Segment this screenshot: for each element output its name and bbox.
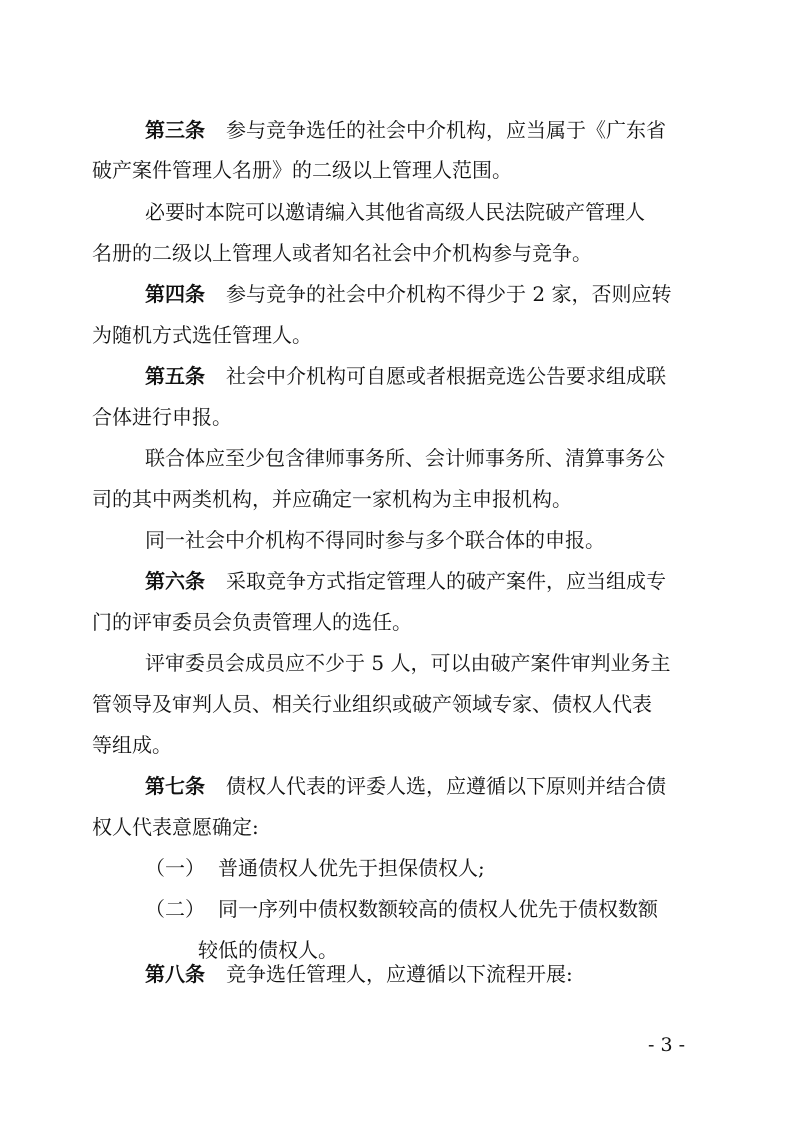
article5-para3-text-1: 同一社会中介机构不得同时参与多个联合体的申报。 — [145, 528, 605, 552]
article5-para2-text-1: 联合体应至少包含律师事务所、会计师事务所、清算事务公 — [145, 446, 665, 470]
article3-heading: 第三条 — [145, 118, 205, 142]
article5-para3-line-1 — [0, 520, 793, 560]
article3-para2-line-1 — [0, 192, 793, 232]
article4-heading: 第四条 — [145, 282, 205, 306]
article8-text-1: 竞争选任管理人，应遵循以下流程开展: — [226, 962, 573, 986]
article6-para2-text-1: 评审委员会成员应不少于 5 人，可以由破产案件审判业务主 — [145, 651, 671, 675]
article4-line-2 — [0, 315, 793, 355]
article6-line-2 — [0, 602, 793, 642]
article7-item2-text-1: 同一序列中债权数额较高的债权人优先于债权数额 — [218, 897, 658, 921]
article3-para2-text-2: 名册的二级以上管理人或者知名社会中介机构参与竞争。 — [92, 241, 592, 265]
article3-line-1 — [0, 110, 793, 150]
article8-line-1 — [0, 954, 793, 994]
article7-text-1: 债权人代表的评委人选，应遵循以下原则并结合债 — [226, 774, 666, 798]
article4-line-1 — [0, 274, 793, 314]
article7-text-2: 权人代表意愿确定: — [92, 815, 259, 839]
article7-item1-text: 普通债权人优先于担保债权人; — [218, 856, 485, 880]
article5-line-1 — [0, 356, 793, 396]
article7-line-1 — [0, 766, 793, 806]
article6-heading: 第六条 — [145, 569, 205, 593]
article6-para2-text-3: 等组成。 — [92, 733, 172, 757]
article7-line-2 — [0, 807, 793, 847]
article6-text-2: 门的评审委员会负责管理人的选任。 — [92, 610, 412, 634]
article8-heading: 第八条 — [145, 962, 205, 986]
article6-para2-line-1 — [0, 643, 793, 683]
article6-text-1: 采取竞争方式指定管理人的破产案件，应当组成专 — [226, 569, 666, 593]
article7-item2-text-2: 较低的债权人。 — [198, 938, 338, 962]
article4-text-2: 为随机方式选任管理人。 — [92, 323, 312, 347]
article6-para2-line-3 — [0, 725, 793, 765]
article5-heading: 第五条 — [145, 364, 205, 388]
article5-para2-text-2: 司的其中两类机构，并应确定一家机构为主申报机构。 — [92, 487, 572, 511]
article3-para2-line-2 — [0, 233, 793, 273]
article7-item-1 — [0, 848, 793, 888]
article5-line-2 — [0, 397, 793, 437]
article3-text-2: 破产案件管理人名册》的二级以上管理人范围。 — [92, 158, 512, 182]
article6-line-1 — [0, 561, 793, 601]
article5-para2-line-2 — [0, 479, 793, 519]
article7-item-2-line-1 — [0, 889, 793, 929]
article7-item2-marker: （二） — [145, 897, 205, 921]
article3-line-2 — [0, 150, 793, 190]
article5-text-1: 社会中介机构可自愿或者根据竞选公告要求组成联 — [226, 364, 666, 388]
article3-para2-text-1: 必要时本院可以邀请编入其他省高级人民法院破产管理人 — [145, 200, 645, 224]
article5-para2-line-1 — [0, 438, 793, 478]
article6-para2-line-2 — [0, 684, 793, 724]
article6-para2-text-2: 管领导及审判人员、相关行业组织或破产领域专家、债权人代表 — [92, 692, 652, 716]
article3-text-1: 参与竞争选任的社会中介机构，应当属于《广东省 — [226, 118, 666, 142]
page-number: - 3 - — [648, 1034, 686, 1056]
article7-item1-marker: （一） — [145, 856, 205, 880]
article4-text-1: 参与竞争的社会中介机构不得少于 2 家，否则应转 — [226, 282, 672, 306]
article5-text-2: 合体进行申报。 — [92, 405, 232, 429]
article7-heading: 第七条 — [145, 774, 205, 798]
